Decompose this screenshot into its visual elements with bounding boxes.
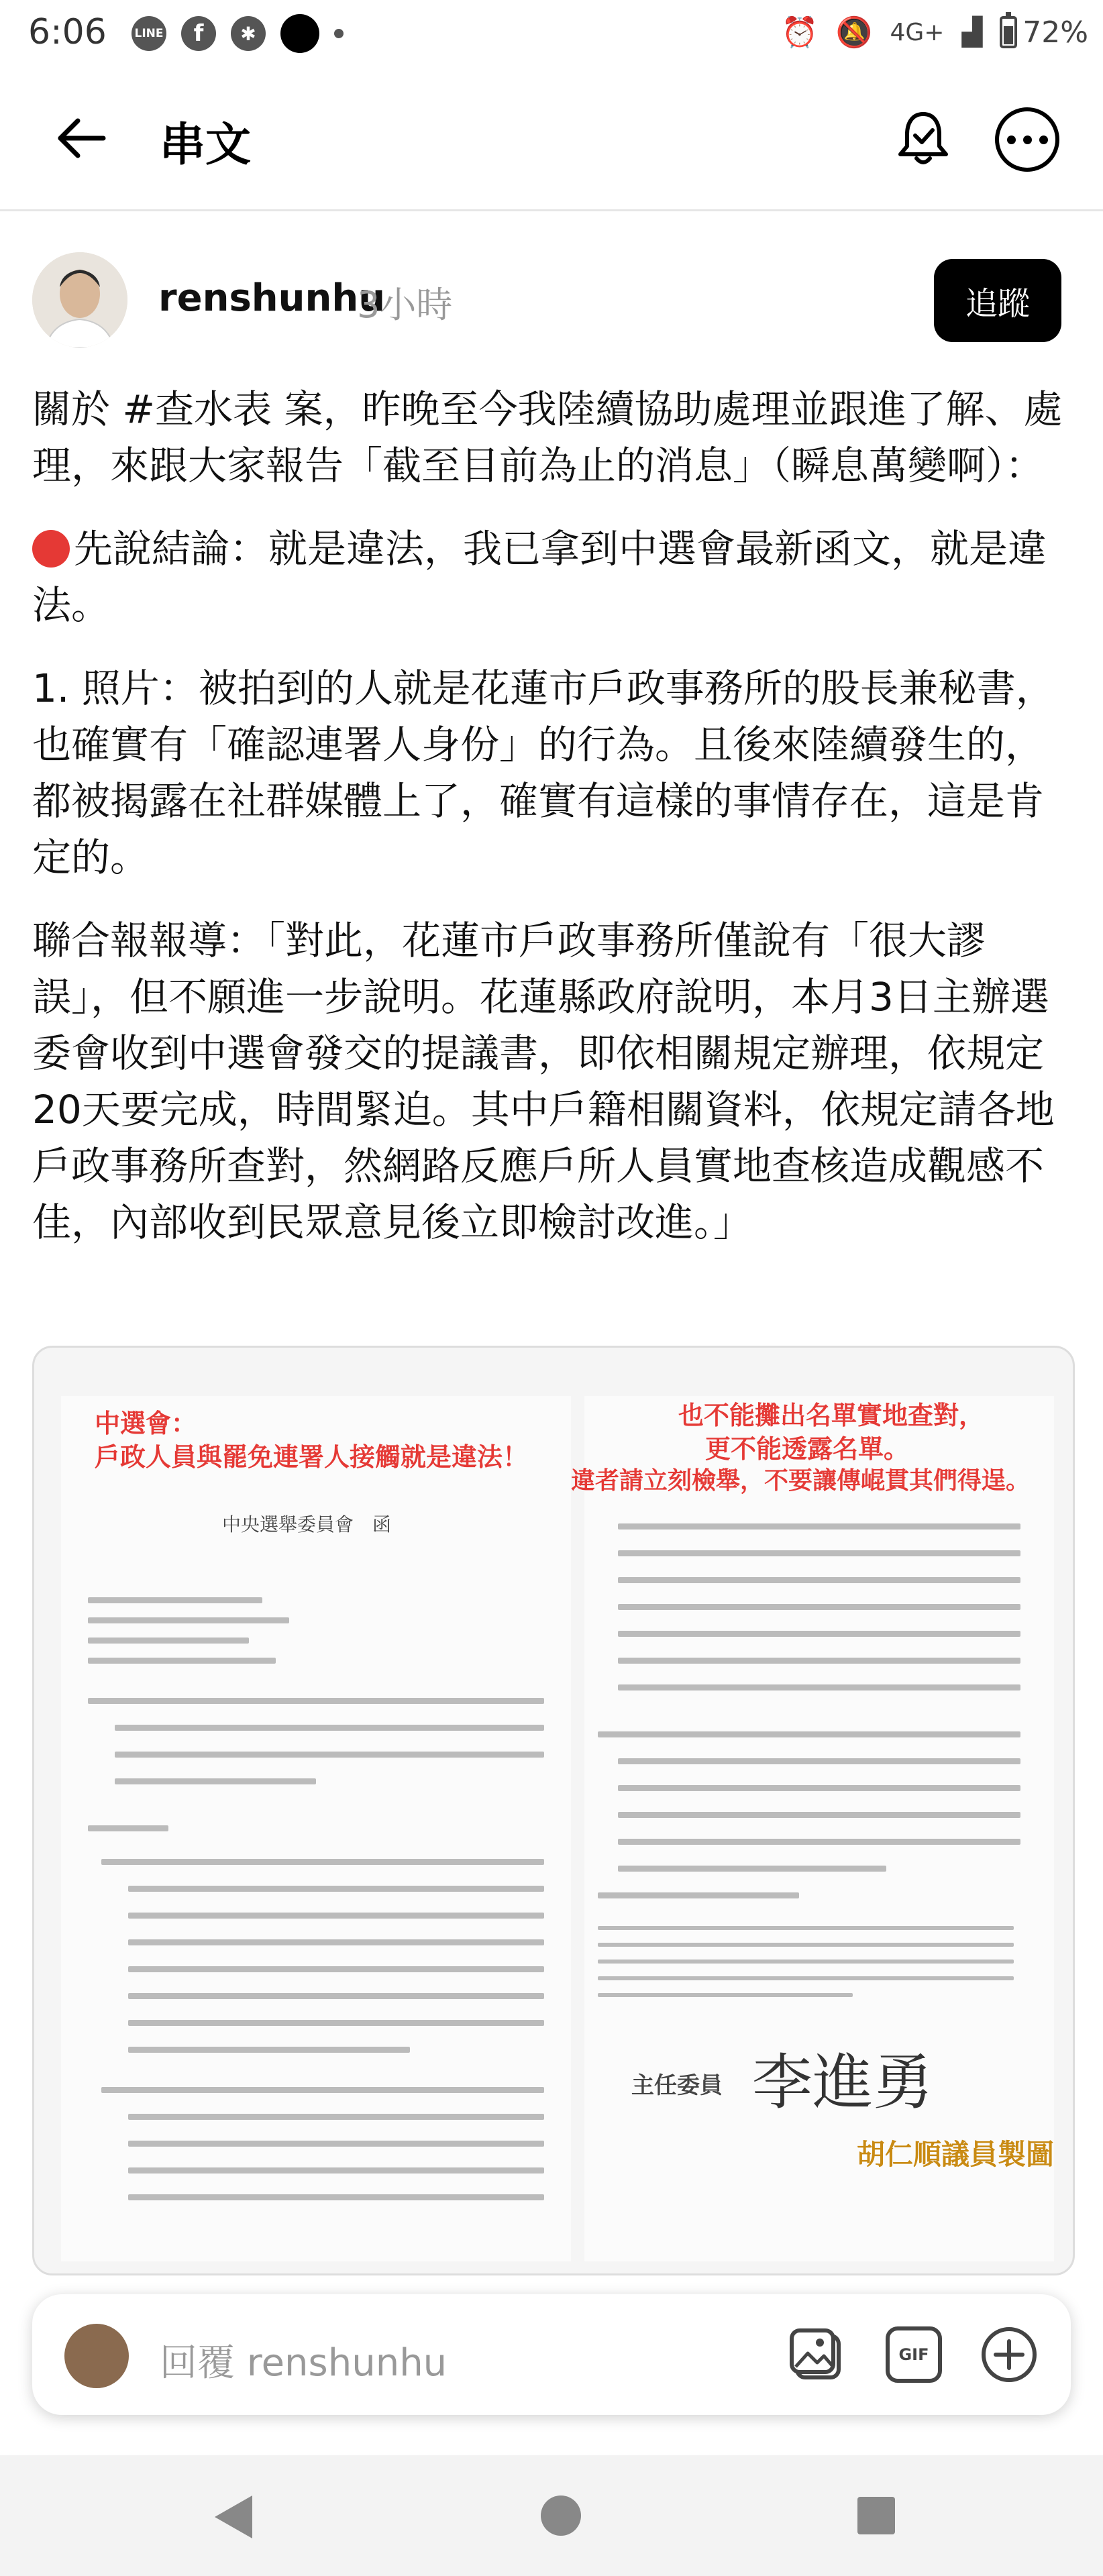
page-title: 串文 (160, 119, 252, 172)
document-line (618, 1758, 1020, 1764)
document-line (115, 1778, 316, 1784)
notification-bell-icon[interactable] (892, 107, 954, 169)
app-icon: ✱ (231, 16, 266, 51)
image-red-heading: 戶政人員與罷免連署人接觸就是違法！ (95, 1442, 529, 1472)
post-time: 3小時 (357, 284, 453, 326)
more-dot (1007, 136, 1016, 144)
reply-bar (32, 2294, 1071, 2415)
more-dot (1039, 136, 1048, 144)
document-line (128, 1913, 544, 1919)
status-bar (0, 0, 1103, 67)
nav-recents-icon[interactable] (857, 2497, 895, 2534)
document-line (128, 2114, 544, 2120)
user-avatar (64, 2324, 129, 2388)
document-line (88, 1638, 249, 1644)
signature-title: 主任委員 (631, 2072, 723, 2099)
document-line (618, 1604, 1020, 1610)
document-line (128, 2194, 544, 2200)
document-line (128, 2141, 544, 2147)
document-line (598, 1943, 1014, 1947)
document-line (598, 1960, 1014, 1964)
document-line (101, 1859, 544, 1865)
image-red-heading: 也不能攤出名單實地查對， (678, 1401, 985, 1430)
gif-icon[interactable]: GIF (886, 2326, 942, 2383)
battery (1000, 15, 1088, 50)
post-paragraph: 聯合報報導：「對此，花蓮市戶政事務所僅說有「很大謬誤」，但不願進一步說明。花蓮縣政府說明，本月3日主辦選委會收到中選會發交的提議書，即依相關規定辦理，依規定20天要完成，時間緊迫。其中戶籍相關資料，依規定請各地戶政事務所查對，然網路反應戶所人員實地查核造成觀感不佳，內部收到民眾意見後立即檢討改進。」 (32, 918, 1055, 1245)
document-line (128, 2020, 544, 2026)
document-line (598, 1731, 1020, 1737)
document-line (88, 1698, 544, 1704)
post-paragraph-conclusion (32, 521, 1079, 633)
post-header (0, 209, 1103, 343)
document-line (598, 1993, 853, 1997)
document-line (618, 1839, 1020, 1845)
document-line (598, 1976, 1014, 1980)
image-attach-icon[interactable] (788, 2324, 849, 2385)
signature-name: 李進勇 (752, 2047, 933, 2118)
battery-icon (1000, 16, 1017, 48)
nav-back-icon[interactable] (215, 2496, 252, 2538)
system-nav-bar (0, 2455, 1103, 2576)
document-line (618, 1785, 1020, 1791)
document-line (115, 1725, 544, 1731)
document-line (618, 1550, 1020, 1556)
more-dot-icon (334, 29, 344, 38)
document-line (101, 2087, 544, 2093)
facebook-icon: f (181, 16, 216, 51)
line-icon: LINE (132, 16, 166, 51)
document-line (88, 1825, 168, 1831)
image-red-heading: 違者請立刻檢舉，不要讓傳崐貫其們得逞。 (571, 1467, 1031, 1495)
person-avatar-icon (32, 252, 127, 347)
post-image[interactable] (32, 1346, 1075, 2275)
document-header: 中央選舉委員會 函 (222, 1513, 392, 1536)
document-line (618, 1631, 1020, 1637)
battery-label: 72% (1022, 15, 1088, 50)
status-time: 6:06 (28, 12, 107, 52)
document-line (128, 2167, 544, 2174)
post-paragraph: 關於 #查水表 案，昨晚至今我陸續協助處理並跟進了解、處理，來跟大家報告「截至目前為止的消息」（瞬息萬變啊）： (32, 386, 1063, 488)
nav-home-icon[interactable] (541, 2496, 581, 2536)
document-line (128, 1993, 544, 1999)
mute-icon: 🔕 (835, 15, 873, 50)
signal-icon: ▟ (961, 17, 983, 48)
top-app-bar (0, 67, 1103, 211)
document-line (88, 1597, 262, 1603)
document-line (618, 1577, 1020, 1583)
author-avatar[interactable] (32, 252, 127, 347)
status-right (782, 12, 1088, 52)
more-dot (1023, 136, 1032, 144)
post-body (32, 381, 1079, 1277)
follow-button[interactable]: 追蹤 (934, 259, 1061, 342)
document-line (128, 1966, 544, 1972)
alarm-icon: ⏰ (781, 15, 819, 50)
document-line (128, 1939, 544, 1945)
document-line (598, 1892, 799, 1898)
document-line (618, 1812, 1020, 1818)
document-line (115, 1752, 544, 1758)
document-page-left (61, 1396, 571, 2261)
document-line (88, 1658, 276, 1664)
document-line (128, 2047, 410, 2053)
post-paragraph-text: 先說結論：就是違法，我已拿到中選會最新函文，就是違法。 (32, 526, 1047, 628)
image-red-heading: 更不能透露名單。 (705, 1434, 910, 1464)
add-icon[interactable] (978, 2324, 1040, 2385)
document-page-right (571, 1396, 1054, 2261)
more-options-icon[interactable] (995, 107, 1059, 172)
document-line (618, 1523, 1020, 1529)
reply-input[interactable]: 回覆 renshunhu (160, 2341, 448, 2385)
status-notification-icons (132, 15, 344, 52)
document-line (618, 1684, 1020, 1690)
document-line (618, 1866, 886, 1872)
black-dot-icon (280, 14, 319, 53)
author-username[interactable]: renshunhu (158, 276, 386, 320)
network-label: 4G+ (890, 18, 945, 46)
image-credit: 胡仁順議員製圖 (856, 2138, 1054, 2171)
document-line (618, 1658, 1020, 1664)
image-red-heading: 中選會： (95, 1409, 197, 1438)
document-line (598, 1926, 1014, 1930)
post-paragraph: 1. 照片：被拍到的人就是花蓮市戶政事務所的股長兼秘書，也確實有「確認連署人身份」的行為。且後來陸續發生的，都被揭露在社群媒體上了，確實有這樣的事情存在，這是肯定的。 (32, 665, 1055, 880)
document-line (128, 1886, 544, 1892)
red-circle-icon (32, 530, 70, 568)
document-line (88, 1617, 289, 1623)
back-arrow-icon[interactable] (55, 111, 109, 165)
